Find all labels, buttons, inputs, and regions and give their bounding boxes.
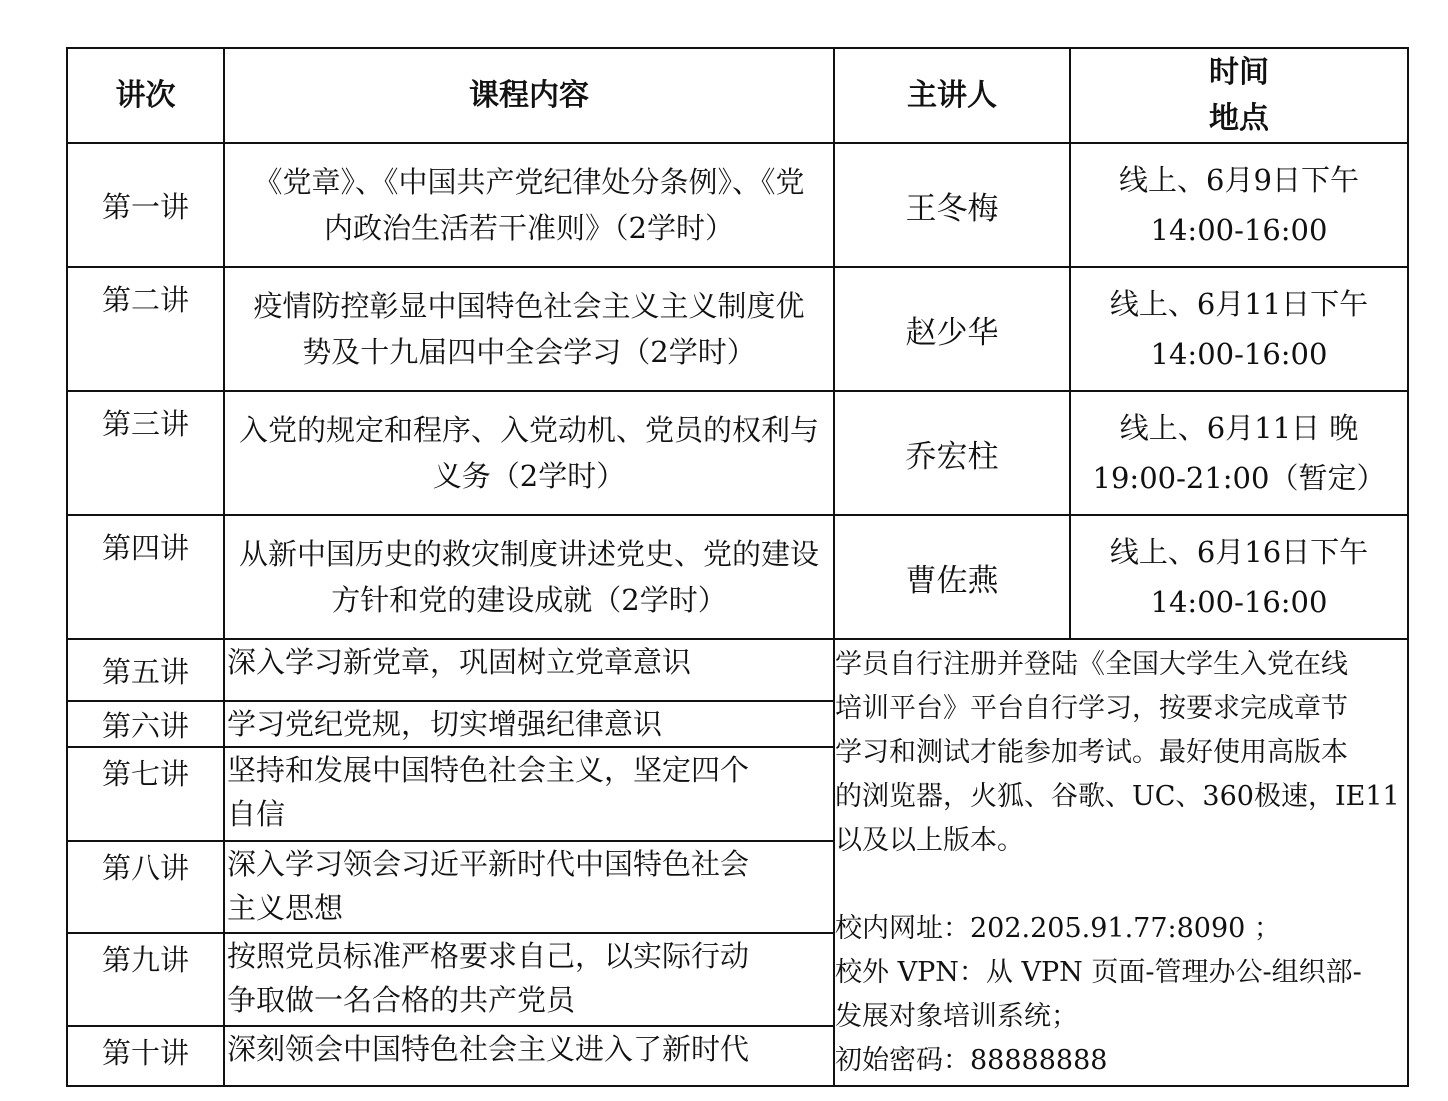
course-content bbox=[224, 515, 834, 639]
online-platform-info bbox=[834, 639, 1408, 1086]
course-content bbox=[224, 747, 834, 841]
course-content bbox=[224, 639, 834, 701]
time-place bbox=[1070, 143, 1408, 267]
lecturer-name: 王冬梅 bbox=[834, 143, 1070, 267]
header-row bbox=[67, 48, 1408, 143]
header-time: 时间 bbox=[1209, 54, 1269, 90]
course-line: 深入学习领会习近平新时代中国特色社会 bbox=[227, 847, 750, 881]
time-line: 19:00-21:00（暂定） bbox=[1092, 461, 1386, 495]
course-line: 疫情防控彰显中国特色社会主义主义制度优 bbox=[253, 289, 805, 323]
course-line: 自信 bbox=[227, 797, 286, 831]
course-line: 深刻领会中国特色社会主义进入了新时代 bbox=[227, 1032, 750, 1066]
course-content bbox=[224, 391, 834, 515]
time-place bbox=[1070, 391, 1408, 515]
course-line: 争取做一名合格的共产党员 bbox=[227, 983, 576, 1017]
header-time-place bbox=[1070, 48, 1408, 143]
training-schedule-table bbox=[66, 47, 1409, 1087]
lecturer-name: 曹佐燕 bbox=[834, 515, 1070, 639]
time-line: 线上、6月11日下午 bbox=[1109, 287, 1369, 321]
course-line: 从新中国历史的救灾制度讲述党史、党的建设 bbox=[238, 537, 819, 571]
vpn-path-line: 发展对象培训系统； bbox=[835, 1000, 1078, 1032]
lecturer-name: 乔宏柱 bbox=[834, 391, 1070, 515]
header-num: 讲次 bbox=[67, 48, 224, 143]
time-place bbox=[1070, 267, 1408, 391]
time-line: 线上、6月9日下午 bbox=[1119, 163, 1359, 197]
time-line: 线上、6月11日 晚 bbox=[1119, 411, 1359, 445]
table-row bbox=[67, 515, 1408, 639]
info-line: 的浏览器，火狐、谷歌、UC、360极速，IE11 bbox=[835, 780, 1400, 812]
lecture-number: 第四讲 bbox=[67, 515, 224, 639]
header-place: 地点 bbox=[1209, 100, 1269, 136]
time-line: 14:00-16:00 bbox=[1150, 337, 1328, 371]
lecture-number: 第九讲 bbox=[67, 933, 224, 1026]
info-line: 学员自行注册并登陆《全国大学生入党在线 bbox=[835, 648, 1348, 680]
header-lecturer: 主讲人 bbox=[834, 48, 1070, 143]
course-content bbox=[224, 143, 834, 267]
course-line: 按照党员标准严格要求自己，以实际行动 bbox=[227, 939, 750, 973]
header-course: 课程内容 bbox=[224, 48, 834, 143]
vpn-path-line: 校外 VPN：从 VPN 页面-管理办公-组织部- bbox=[835, 956, 1362, 988]
lecture-number: 第十讲 bbox=[67, 1026, 224, 1086]
course-line: 方针和党的建设成就（2学时） bbox=[331, 583, 727, 617]
lecture-number: 第八讲 bbox=[67, 841, 224, 933]
course-line: 《党章》、《中国共产党纪律处分条例》、《党 bbox=[253, 165, 805, 199]
lecture-number: 第一讲 bbox=[67, 143, 224, 267]
course-line: 势及十九届四中全会学习（2学时） bbox=[302, 335, 756, 369]
course-content bbox=[224, 701, 834, 747]
course-content bbox=[224, 267, 834, 391]
lecture-number: 第六讲 bbox=[67, 701, 224, 747]
info-line: 培训平台》平台自行学习，按要求完成章节 bbox=[835, 692, 1348, 724]
course-line: 主义思想 bbox=[227, 891, 344, 925]
lecture-number: 第七讲 bbox=[67, 747, 224, 841]
table-row bbox=[67, 267, 1408, 391]
table-row bbox=[67, 639, 1408, 701]
lecture-number: 第二讲 bbox=[67, 267, 224, 391]
campus-url: 校内网址：202.205.91.77:8090 ； bbox=[835, 912, 1281, 944]
course-content bbox=[224, 933, 834, 1026]
course-line: 坚持和发展中国特色社会主义，坚定四个 bbox=[227, 753, 750, 787]
time-line: 14:00-16:00 bbox=[1150, 585, 1328, 619]
course-line: 内政治生活若干准则》（2学时） bbox=[324, 211, 734, 245]
course-line: 入党的规定和程序、入党动机、党员的权利与 bbox=[238, 413, 819, 447]
lecture-number: 第五讲 bbox=[67, 639, 224, 701]
info-line: 以及以上版本。 bbox=[835, 824, 1024, 856]
course-content bbox=[224, 1026, 834, 1086]
course-line: 深入学习新党章，巩固树立党章意识 bbox=[227, 645, 692, 679]
time-line: 线上、6月16日下午 bbox=[1109, 535, 1369, 569]
course-line: 学习党纪党规，切实增强纪律意识 bbox=[227, 707, 663, 741]
lecturer-name: 赵少华 bbox=[834, 267, 1070, 391]
time-line: 14:00-16:00 bbox=[1150, 213, 1328, 247]
time-place bbox=[1070, 515, 1408, 639]
table-row bbox=[67, 391, 1408, 515]
info-line: 学习和测试才能参加考试。最好使用高版本 bbox=[835, 736, 1348, 768]
table-row bbox=[67, 143, 1408, 267]
course-content bbox=[224, 841, 834, 933]
info-spacer bbox=[835, 863, 1407, 907]
initial-password: 初始密码：88888888 bbox=[835, 1044, 1108, 1076]
course-line: 义务（2学时） bbox=[432, 459, 626, 493]
lecture-number: 第三讲 bbox=[67, 391, 224, 515]
